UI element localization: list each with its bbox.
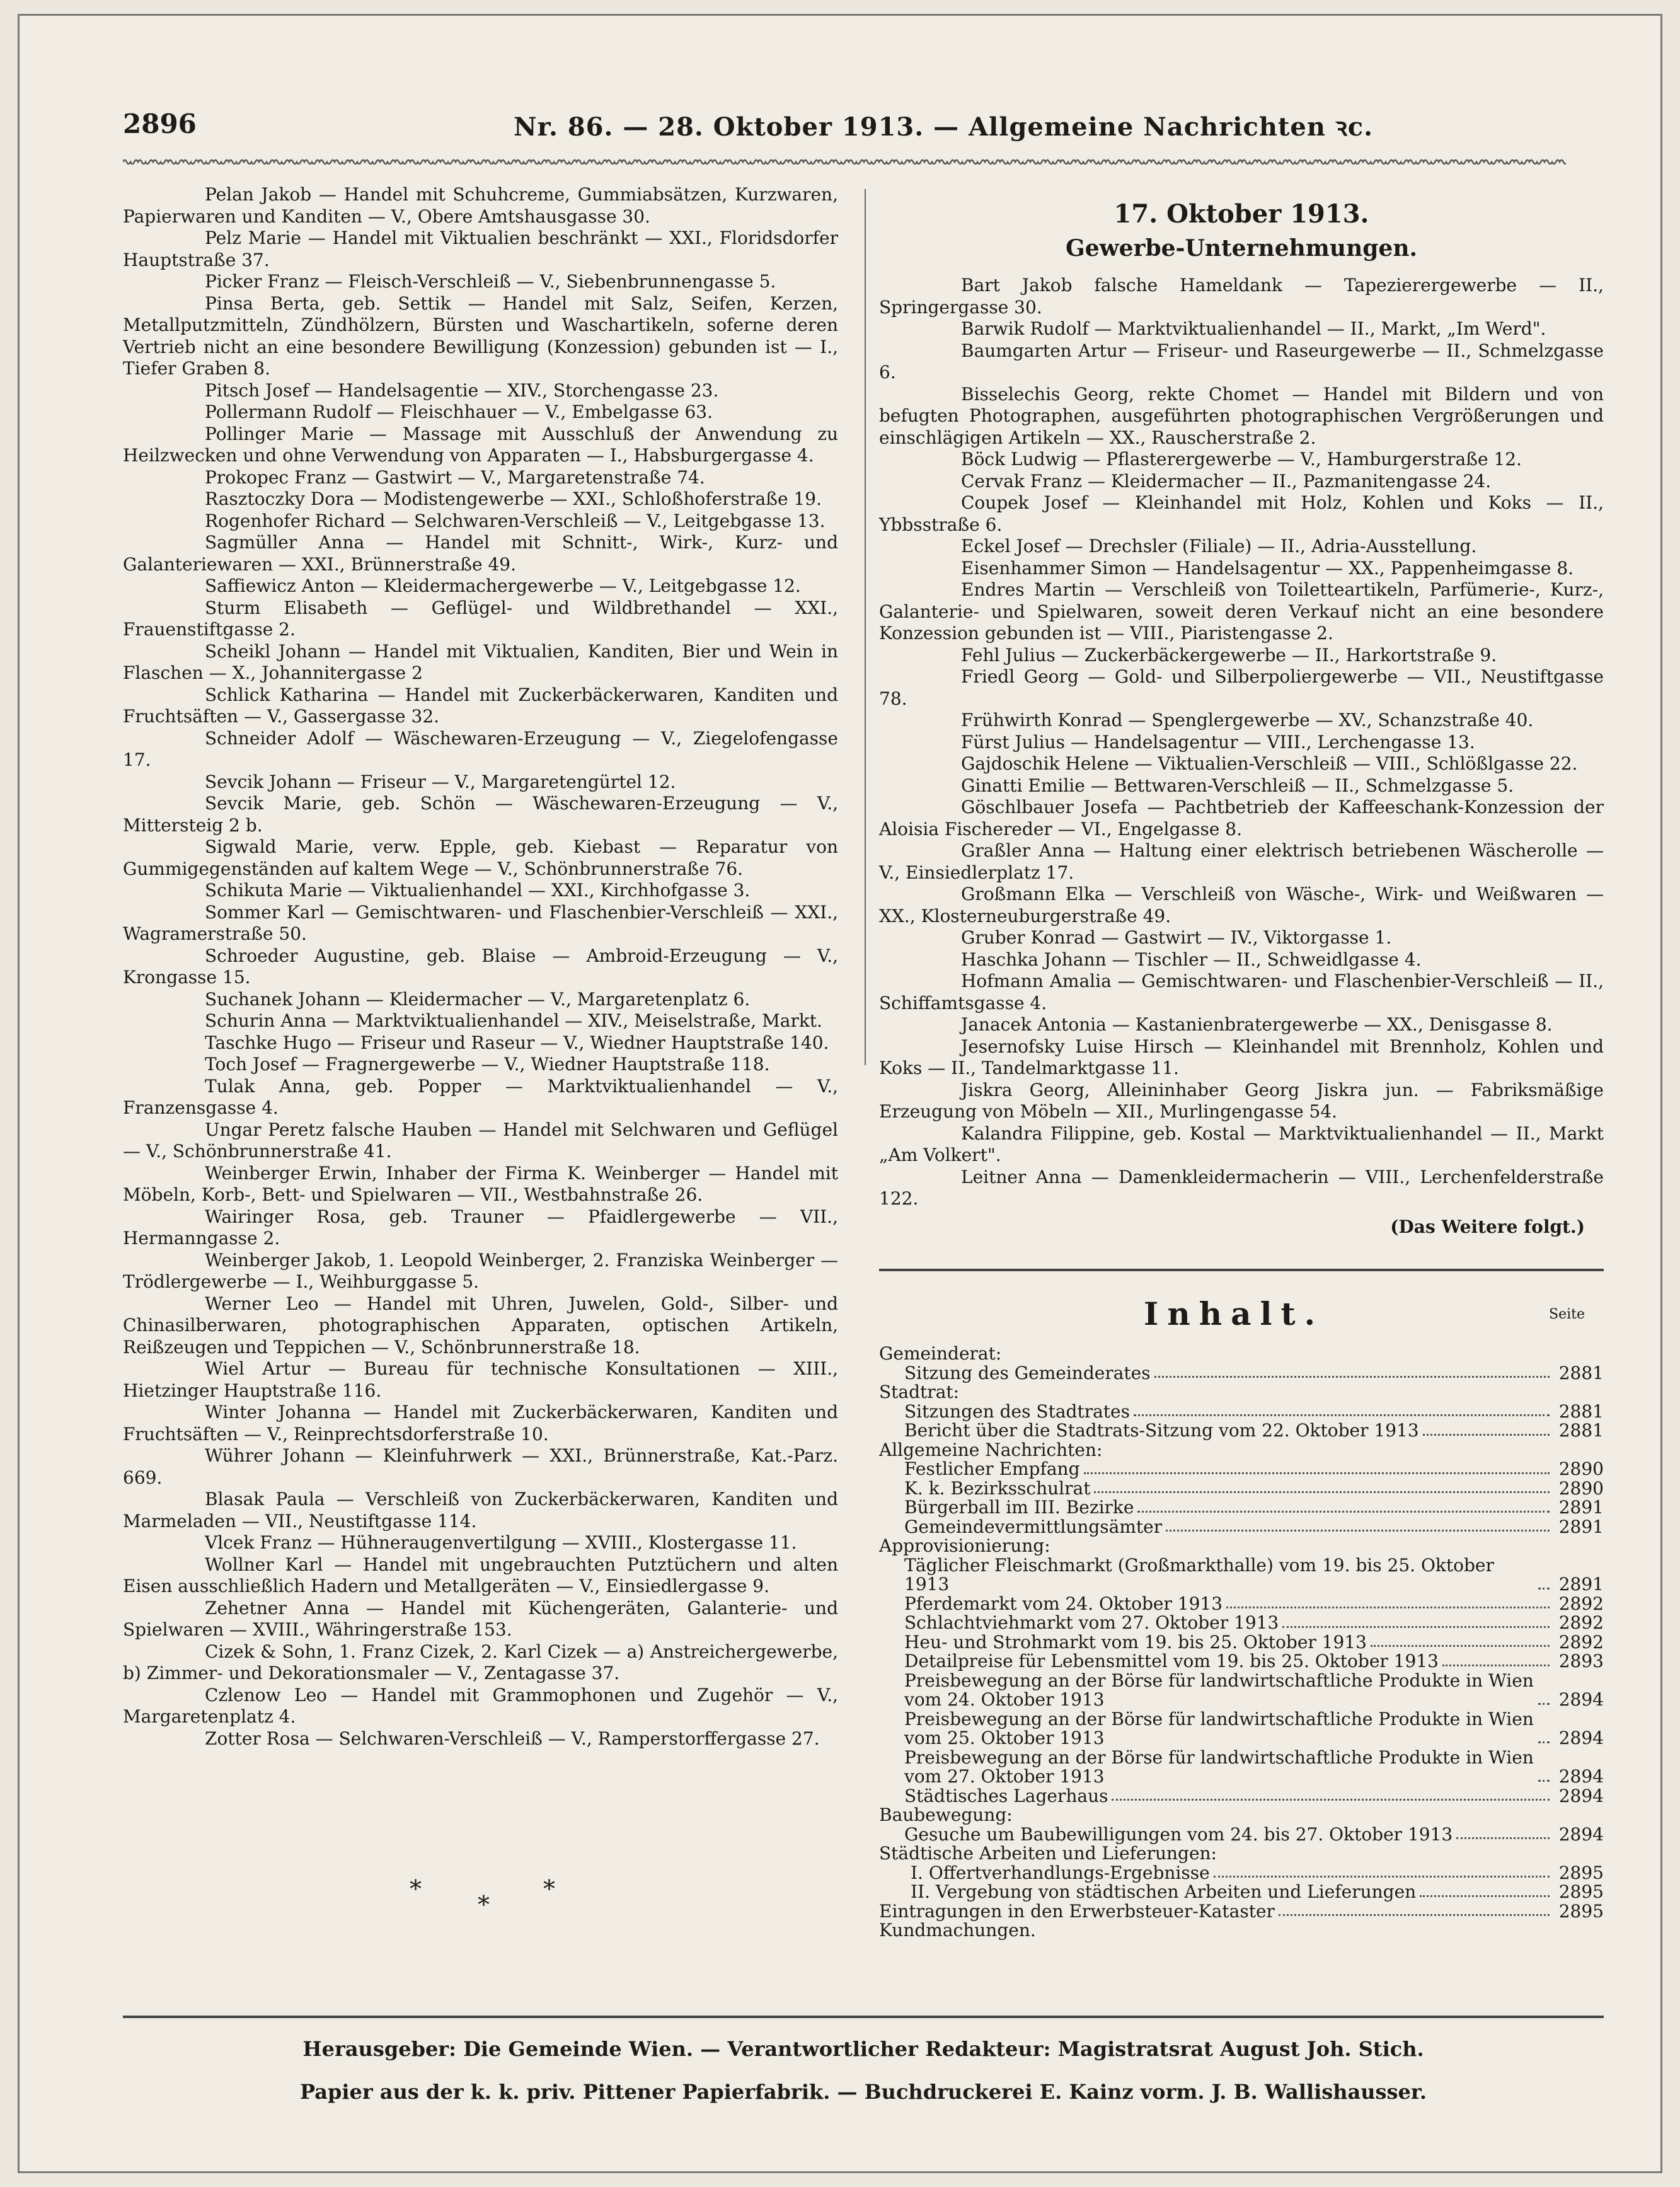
toc-page-number: 2894: [1558, 1728, 1604, 1748]
register-entry: Wiel Artur — Bureau für technische Konsultationen — XIII., Hietzinger Hauptstraße 116.: [123, 1358, 838, 1401]
toc-entry-text: Städtische Arbeiten und Lieferungen:: [879, 1843, 1217, 1864]
toc-entry-text: Heu- und Strohmarkt vom 19. bis 25. Oktober 1913: [904, 1631, 1367, 1653]
toc-entry-text: Preisbewegung an der Börse für landwirtschaftliche Produkte in Wien vom 25. Oktober 1913: [904, 1708, 1534, 1748]
register-entry: Rasztoczky Dora — Modistengewerbe — XXI., Schloßhoferstraße 19.: [205, 488, 822, 509]
register-entry: Coupek Josef — Kleinhandel mit Holz, Kohlen und Koks — II., Ybbsstraße 6.: [879, 492, 1604, 535]
toc-entry-text: Approvisionierung:: [879, 1535, 1050, 1556]
register-entry: Graßler Anna — Haltung einer elektrisch betriebenen Wäscherolle — V., Einsiedlerplatz 17.: [879, 840, 1604, 883]
register-entry: Saffiewicz Anton — Kleidermachergewerbe — V., Leitgebgasse 12.: [205, 575, 801, 596]
toc-leader-dots: [1456, 1825, 1550, 1840]
header-wavy-rule: [123, 158, 1566, 166]
toc-entry: [879, 1825, 1604, 1845]
toc-entry: [879, 1787, 1604, 1806]
toc-leader-dots: [1137, 1498, 1550, 1513]
toc-page-number: 2893: [1558, 1651, 1604, 1671]
toc-leader-dots: [1154, 1364, 1550, 1378]
register-entry: Toch Josef — Fragnergewerbe — V., Wiedner Hauptstraße 118.: [205, 1054, 770, 1075]
toc-page-number: 2894: [1558, 1689, 1604, 1710]
register-entry: Tulak Anna, geb. Popper — Marktviktualienhandel — V., Franzensgasse 4.: [123, 1075, 838, 1118]
register-entry: Ginatti Emilie — Bettwaren-Verschleiß — II., Schmelzgasse 5.: [961, 775, 1514, 796]
toc-entry: [879, 1498, 1604, 1518]
toc-entry: [879, 1479, 1604, 1499]
register-entry: Czlenow Leo — Handel mit Grammophonen und Zugehör — V., Margaretenplatz 4.: [123, 1684, 838, 1727]
toc-entry-text: Baubewegung:: [879, 1804, 1013, 1825]
register-entry: Suchanek Johann — Kleidermacher — V., Margaretenplatz 6.: [205, 988, 751, 1010]
toc-entry-text: Gemeindevermittlungsämter: [904, 1516, 1163, 1537]
toc-entry-text: Preisbewegung an der Börse für landwirtschaftliche Produkte in Wien vom 24. Oktober 1913: [904, 1670, 1534, 1710]
toc-category: [879, 1844, 1604, 1864]
footer-publisher-line: Herausgeber: Die Gemeinde Wien. — Verantwortlicher Redakteur: Magistratsrat August Joh. Stich.: [302, 2037, 1424, 2061]
toc-leader-dots: [1112, 1787, 1550, 1801]
issue-title: Nr. 86. — 28. Oktober 1913. — Allgemeine Nachrichten ꝛc.: [514, 112, 1374, 142]
register-entry: Taschke Hugo — Friseur und Raseur — V., Wiedner Hauptstraße 140.: [205, 1032, 829, 1053]
register-entry: Schroeder Augustine, geb. Blaise — Ambroid-Erzeugung — V., Krongasse 15.: [123, 945, 838, 988]
toc-top-rule: [879, 1269, 1604, 1271]
toc-entry: [879, 1748, 1604, 1787]
toc-page-number: 2894: [1558, 1766, 1604, 1787]
toc-page-number: 2881: [1558, 1362, 1604, 1383]
register-entry: Schlick Katharina — Handel mit Zuckerbäckerwaren, Kanditen und Fruchtsäften — V., Gassergasse 32.: [123, 684, 838, 727]
register-entry: Cervak Franz — Kleidermacher — II., Pazmanitengasse 24.: [961, 470, 1492, 492]
toc-entry: [879, 1518, 1604, 1537]
register-entry: Jiskra Georg, Alleininhaber Georg Jiskra jun. — Fabriksmäßige Erzeugung von Möbeln — XII., Murlingengasse 54.: [879, 1079, 1604, 1122]
toc-entry: [879, 1613, 1604, 1633]
toc-entry-text: Bürgerball im III. Bezirke: [904, 1497, 1134, 1518]
toc-entry: [879, 1671, 1604, 1710]
register-entry: Eckel Josef — Drechsler (Filiale) — II., Adria-Ausstellung.: [961, 536, 1477, 557]
toc-page-label: Seite: [1549, 1307, 1585, 1322]
toc-leader-dots: [1084, 1460, 1550, 1474]
ornament-star: *: [543, 1875, 555, 1903]
register-entry: Scheikl Johann — Handel mit Viktualien, Kanditen, Bier und Wein in Flaschen — X., Johannitergasse 2: [123, 640, 838, 683]
register-entry: Bisselechis Georg, rekte Chomet — Handel mit Bildern und von befugten Photographen, ausgeführten photographischen Vergrößerungen und einschlägigen Artikeln — XX., Rauscherstraße 2.: [879, 383, 1604, 448]
toc-entry: [879, 1883, 1604, 1902]
register-entry: Sevcik Marie, geb. Schön — Wäschewaren-Erzeugung — V., Mittersteig 2 b.: [123, 793, 838, 836]
toc-category: [879, 1344, 1604, 1364]
toc-category: [879, 1383, 1604, 1402]
toc-entry-text: Pferdemarkt vom 24. Oktober 1913: [904, 1593, 1223, 1614]
register-entry: Leitner Anna — Damenkleidermacherin — VIII., Lerchenfelderstraße 122.: [879, 1166, 1604, 1209]
right-column: [879, 184, 1604, 1237]
toc-category: [879, 1441, 1604, 1460]
register-entry: Weinberger Erwin, Inhaber der Firma K. Weinberger — Handel mit Möbeln, Korb-, Bett- und Spielwaren — VII., Westbahnstraße 26.: [123, 1162, 838, 1205]
register-entry: Pelan Jakob — Handel mit Schuhcreme, Gummiabsätzen, Kurzwaren, Papierwaren und Kanditen — V., Obere Amtshausgasse 30.: [123, 184, 838, 227]
toc-entry-text: Gesuche um Baubewilligungen vom 24. bis 27. Oktober 1913: [904, 1823, 1453, 1845]
register-entry: Eisenhammer Simon — Handelsagentur — XX., Pappenheimgasse 8.: [961, 557, 1574, 579]
toc-leader-dots: [1279, 1902, 1550, 1917]
toc-entry-text: K. k. Bezirksschulrat: [904, 1477, 1091, 1499]
register-entry: Fehl Julius — Zuckerbäckergewerbe — II., Harkortstraße 9.: [961, 644, 1497, 666]
toc-page-number: 2892: [1558, 1631, 1604, 1653]
toc-leader-dots: [1538, 1741, 1550, 1743]
toc-category: [879, 1921, 1604, 1941]
toc-entry: [879, 1710, 1604, 1748]
register-entry: Sevcik Johann — Friseur — V., Margaretengürtel 12.: [205, 771, 676, 792]
register-entry: Pollinger Marie — Massage mit Ausschluß der Anwendung zu Heilzwecken und ohne Verwendung von Apparaten — I., Habsburgergasse 4.: [123, 423, 838, 466]
ornament-star: *: [478, 1891, 490, 1919]
toc-leader-dots: [1538, 1588, 1550, 1590]
register-entry: Barwik Rudolf — Marktviktualienhandel — II., Markt, „Im Werd".: [961, 318, 1546, 339]
date-heading: 17. Oktober 1913.: [1113, 199, 1369, 229]
register-entry: Pinsa Berta, geb. Settik — Handel mit Salz, Seifen, Kerzen, Metallputzmitteln, Zündhölzern, Bürsten und Waschartikeln, soferne deren Vertrieb nicht an eine besondere Bewilligung (Konzession) gebunden ist — I., Tiefer Graben 8.: [123, 292, 838, 379]
toc-leader-dots: [1094, 1479, 1550, 1494]
toc-leader-dots: [1420, 1883, 1550, 1897]
register-entry: Schurin Anna — Marktviktualienhandel — XIV., Meiselstraße, Markt.: [205, 1010, 822, 1031]
register-entry: Fürst Julius — Handelsagentur — VIII., Lerchengasse 13.: [961, 731, 1475, 753]
register-entry: Sommer Karl — Gemischtwaren- und Flaschenbier-Verschleiß — XXI., Wagramerstraße 50.: [123, 901, 838, 944]
toc-entry: [879, 1556, 1604, 1595]
register-entry: Cizek & Sohn, 1. Franz Cizek, 2. Karl Cizek — a) Anstreichergewerbe, b) Zimmer- und Dekorationsmaler — V., Zentagasse 37.: [123, 1641, 838, 1683]
toc-entry-text: Detailpreise für Lebensmittel vom 19. bis 25. Oktober 1913: [904, 1651, 1439, 1671]
toc-page-number: 2895: [1558, 1900, 1604, 1922]
column-divider: [865, 189, 866, 1065]
toc-entry-text: Allgemeine Nachrichten:: [879, 1439, 1103, 1460]
toc-leader-dots: [1214, 1864, 1550, 1878]
register-entry: Kalandra Filippine, geb. Kostal — Marktviktualienhandel — II., Markt „Am Volkert".: [879, 1122, 1604, 1165]
toc-category: [879, 1806, 1604, 1825]
register-entry: Endres Martin — Verschleiß von Toiletteartikeln, Parfümerie-, Kurz-, Galanterie- und Spielwaren, soweit deren Verkauf nicht an eine besondere Konzession gebunden ist — VIII., Piaristengasse 2.: [879, 579, 1604, 643]
register-entry: Weinberger Jakob, 1. Leopold Weinberger, 2. Franziska Weinberger — Trödlergewerbe — I., Weihburggasse 5.: [123, 1249, 838, 1292]
toc-entry-text: Festlicher Empfang: [904, 1458, 1080, 1479]
register-entry: Picker Franz — Fleisch-Verschleiß — V., Siebenbrunnengasse 5.: [205, 271, 776, 292]
toc-entry-text: Sitzungen des Stadtrates: [904, 1400, 1130, 1422]
toc-entry-text: II. Vergebung von städtischen Arbeiten und Lieferungen: [911, 1881, 1417, 1902]
toc-leader-dots: [1538, 1703, 1550, 1705]
toc-page-number: 2894: [1558, 1785, 1604, 1806]
toc-list: [879, 1344, 1604, 1941]
toc-leader-dots: [1442, 1652, 1550, 1666]
toc-title: Inhalt.: [1144, 1295, 1324, 1332]
toc-page-number: 2891: [1558, 1574, 1604, 1595]
page-header: [123, 108, 1566, 153]
register-entry: Janacek Antonia — Kastanienbratergewerbe — XX., Denisgasse 8.: [961, 1014, 1553, 1035]
toc-leader-dots: [1423, 1421, 1550, 1436]
toc-entry: [879, 1633, 1604, 1653]
register-entry: Rogenhofer Richard — Selchwaren-Verschleiß — V., Leitgebgasse 13.: [205, 510, 826, 531]
toc-entry: [879, 1460, 1604, 1479]
toc-entry-text: Bericht über die Stadtrats-Sitzung vom 22. Oktober 1913: [904, 1420, 1419, 1441]
toc-leader-dots: [1538, 1780, 1550, 1782]
register-entry: Winter Johanna — Handel mit Zuckerbäckerwaren, Kanditen und Fruchtsäften — V., Reinprechtsdorferstraße 10.: [123, 1402, 838, 1445]
register-entry: Pelz Marie — Handel mit Viktualien beschränkt — XXI., Floridsdorfer Hauptstraße 37.: [123, 228, 838, 270]
toc-entry: [879, 1864, 1604, 1883]
register-entry: Sagmüller Anna — Handel mit Schnitt-, Wirk-, Kurz- und Galanteriewaren — XXI., Brünnerstraße 49.: [123, 532, 838, 575]
toc-entry-text: Schlachtviehmarkt vom 27. Oktober 1913: [904, 1612, 1279, 1633]
register-entry: Göschlbauer Josefa — Pachtbetrieb der Kaffeeschank-Konzession der Aloisia Fischereder — VI., Engelgasse 8.: [879, 797, 1604, 840]
register-entry: Sigwald Marie, verw. Epple, geb. Kiebast — Reparatur von Gummigegenständen auf kaltem Wege — V., Schönbrunnerstraße 76.: [123, 836, 838, 879]
toc-page-number: 2890: [1558, 1458, 1604, 1479]
section-heading: Gewerbe-Unternehmungen.: [1065, 235, 1418, 262]
toc-entry-text: Preisbewegung an der Börse für landwirtschaftliche Produkte in Wien vom 27. Oktober 1913: [904, 1746, 1534, 1787]
toc-entry-text: Sitzung des Gemeinderates: [904, 1362, 1151, 1383]
register-entry: Bart Jakob falsche Hameldank — Tapezierergewerbe — II., Springergasse 30.: [879, 275, 1604, 318]
register-entry: Böck Ludwig — Pflasterergewerbe — V., Hamburgerstraße 12.: [961, 449, 1522, 470]
toc-leader-dots: [1282, 1613, 1550, 1628]
table-of-contents: [879, 1295, 1604, 1941]
register-entry: Jesernofsky Luise Hirsch — Kleinhandel mit Brennholz, Kohlen und Koks — II., Tandelmarktgasse 11.: [879, 1036, 1604, 1078]
register-entry: Sturm Elisabeth — Geflügel- und Wildbrethandel — XXI., Frauenstiftgasse 2.: [123, 597, 838, 640]
register-entry: Zehetner Anna — Handel mit Küchengeräten, Galanterie- und Spielwaren — XVIII., Währingerstraße 153.: [123, 1597, 838, 1640]
register-entry: Pitsch Josef — Handelsagentie — XIV., Storchengasse 23.: [205, 379, 719, 401]
toc-leader-dots: [1166, 1518, 1550, 1532]
toc-page-number: 2881: [1558, 1420, 1604, 1441]
register-entry: Schikuta Marie — Viktualienhandel — XXI., Kirchhofgasse 3.: [205, 880, 751, 901]
toc-page-number: 2891: [1558, 1516, 1604, 1537]
toc-entry: [879, 1902, 1604, 1922]
toc-page-number: 2890: [1558, 1477, 1604, 1499]
toc-entry-text: Eintragungen in den Erwerbsteuer-Kataster: [879, 1900, 1275, 1922]
toc-entry: [879, 1402, 1604, 1422]
register-entry: Pollermann Rudolf — Fleischhauer — V., Embelgasse 63.: [205, 401, 713, 422]
left-column-entries: [123, 184, 838, 1750]
register-entry: Blasak Paula — Verschleiß von Zuckerbäckerwaren, Kanditen und Marmeladen — VII., Neustiftgasse 114.: [123, 1489, 838, 1532]
register-entry: Zotter Rosa — Selchwaren-Verschleiß — V., Ramperstorffergasse 27.: [205, 1728, 820, 1749]
toc-leader-dots: [1226, 1595, 1550, 1609]
toc-entry-text: Täglicher Fleischmarkt (Großmarkthalle) vom 19. bis 25. Oktober 1913: [904, 1554, 1494, 1595]
register-entry: Gajdoschik Helene — Viktualien-Verschleiß — VIII., Schlößlgasse 22.: [961, 753, 1578, 774]
register-entry: Haschka Johann — Tischler — II., Schweidlgasse 4.: [961, 949, 1422, 970]
register-entry: Großmann Elka — Verschleiß von Wäsche-, Wirk- und Weißwaren — XX., Klosterneuburgerstraße 49.: [879, 884, 1604, 926]
toc-entry-text: I. Offertverhandlungs-Ergebnisse: [911, 1862, 1210, 1883]
register-entry: Baumgarten Artur — Friseur- und Raseurgewerbe — II., Schmelzgasse 6.: [879, 340, 1604, 383]
toc-leader-dots: [1371, 1633, 1550, 1647]
toc-entry: [879, 1652, 1604, 1671]
register-entry: Prokopec Franz — Gastwirt — V., Margaretenstraße 74.: [205, 466, 705, 488]
continued-note: (Das Weitere folgt.): [1390, 1216, 1585, 1237]
register-entry: Schneider Adolf — Wäschewaren-Erzeugung — V., Ziegelofengasse 17.: [123, 727, 838, 770]
toc-page-number: 2892: [1558, 1593, 1604, 1614]
toc-entry-text: Stadtrat:: [879, 1382, 960, 1402]
toc-page-number: 2895: [1558, 1881, 1604, 1902]
register-entry: Werner Leo — Handel mit Uhren, Juwelen, Gold-, Silber- und Chinasilberwaren, photographischen Apparaten, optischen Artikeln, Reißzeugen und Teppichen — V., Schönbrunnerstraße 18.: [123, 1293, 838, 1358]
toc-category: [879, 1537, 1604, 1556]
toc-leader-dots: [1134, 1402, 1550, 1417]
footer-rule: [123, 2016, 1604, 2018]
toc-entry-text: Gemeinderat:: [879, 1343, 1002, 1364]
toc-page-number: 2881: [1558, 1400, 1604, 1422]
register-entry: Wairinger Rosa, geb. Trauner — Pfaidlergewerbe — VII., Hermanngasse 2.: [123, 1206, 838, 1249]
register-entry: Friedl Georg — Gold- und Silberpoliergewerbe — VII., Neustiftgasse 78.: [879, 666, 1604, 709]
register-entry: Wührer Johann — Kleinfuhrwerk — XXI., Brünnerstraße, Kat.-Parz. 669.: [123, 1445, 838, 1488]
register-entry: Frühwirth Konrad — Spenglergewerbe — XV., Schanzstraße 40.: [961, 710, 1534, 730]
right-column-entries: [879, 275, 1604, 1210]
register-entry: Vlcek Franz — Hühneraugenvertilgung — XVIII., Klostergasse 11.: [205, 1532, 797, 1553]
toc-entry-text: Kundmachungen.: [879, 1920, 1036, 1941]
toc-page-number: 2894: [1558, 1823, 1604, 1845]
page-number: 2896: [123, 108, 197, 139]
footer-printer-line: Papier aus der k. k. priv. Pittener Papierfabrik. — Buchdruckerei E. Kainz vorm. J. B. Wallishausser.: [300, 2080, 1427, 2104]
toc-entry: [879, 1364, 1604, 1383]
toc-page-number: 2892: [1558, 1612, 1604, 1633]
toc-page-number: 2891: [1558, 1497, 1604, 1518]
ornament-star: *: [410, 1875, 422, 1903]
register-entry: Wollner Karl — Handel mit ungebrauchten Putztüchern und alten Eisen ausschließlich Hadern und Metallgeräten — V., Einsiedlergasse 9.: [123, 1554, 838, 1596]
register-entry: Hofmann Amalia — Gemischtwaren- und Flaschenbier-Verschleiß — II., Schiffamtsgasse 4.: [879, 971, 1604, 1013]
toc-entry-text: Städtisches Lagerhaus: [904, 1785, 1108, 1806]
toc-entry: [879, 1595, 1604, 1614]
toc-entry: [879, 1421, 1604, 1441]
register-entry: Gruber Konrad — Gastwirt — IV., Viktorgasse 1.: [961, 927, 1392, 948]
toc-page-number: 2895: [1558, 1862, 1604, 1883]
register-entry: Ungar Peretz falsche Hauben — Handel mit Selchwaren und Geflügel — V., Schönbrunnerstraße 41.: [123, 1119, 838, 1162]
